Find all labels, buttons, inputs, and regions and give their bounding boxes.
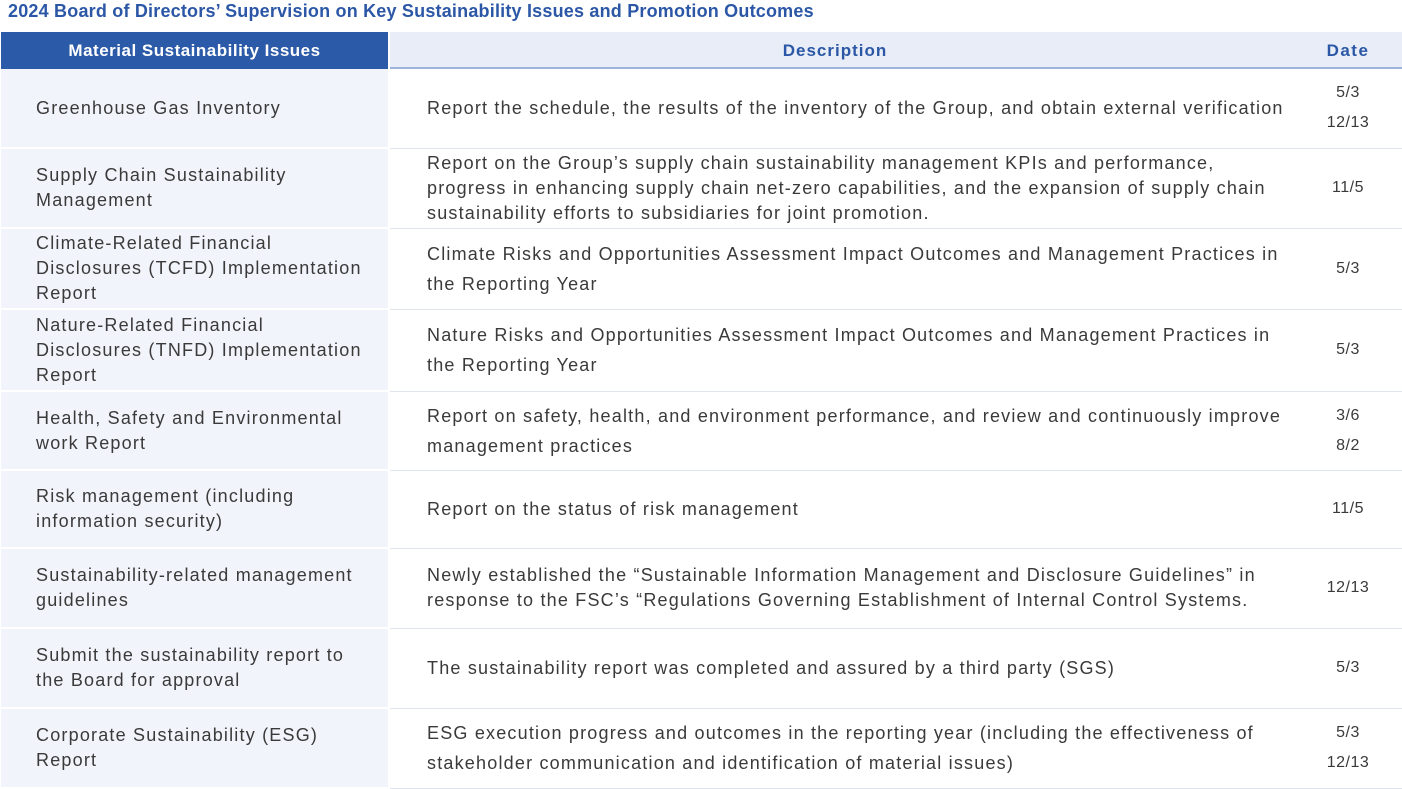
description-text: Newly established the “Sustainable Information Management and Disclosure Guidelines” in response to the FSC’s “Regulations Governing Establishment of Internal Control Systems. — [427, 565, 1256, 610]
issue-text: Climate-Related Financial Disclosures (TCFD) Implementation Report — [36, 233, 362, 303]
description-cell — [427, 471, 1297, 547]
date-value: 12/13 — [1326, 579, 1370, 596]
description-cell — [427, 310, 1297, 390]
issue-cell — [1, 709, 388, 787]
date-cell — [1298, 392, 1398, 469]
description-text: Climate Risks and Opportunities Assessment Impact Outcomes and Management Practices in the Reporting Year — [427, 243, 1279, 294]
date-cell — [1298, 69, 1398, 147]
description-cell — [427, 229, 1297, 308]
date-value: 5/3 — [1336, 84, 1360, 101]
page-title: 2024 Board of Directors’ Supervision on Key Sustainability Issues and Promotion Outcomes — [8, 1, 814, 21]
date-value: 12/13 — [1326, 114, 1370, 131]
date-cell — [1298, 471, 1398, 547]
issue-text: Risk management (including information security) — [36, 486, 295, 531]
date-cell — [1298, 229, 1398, 308]
table-row — [0, 229, 1402, 310]
table-row — [0, 69, 1402, 149]
description-cell — [427, 392, 1297, 469]
header-description: Description — [782, 41, 888, 60]
table-row — [0, 549, 1402, 629]
date-cell — [1298, 149, 1398, 227]
date-value: 11/5 — [1332, 500, 1364, 517]
date-value: 8/2 — [1336, 436, 1360, 454]
date-cell — [1298, 629, 1398, 707]
issue-cell — [1, 549, 388, 627]
description-text: Report on the Group’s supply chain sustainability management KPIs and performance, progress in enhancing supply chain net-zero capabilities, and the expansion of supply chain sustainability efforts to subsidiaries for joint promotion. — [427, 152, 1266, 223]
issue-cell — [1, 392, 388, 469]
description-text: Report on the status of risk management — [427, 499, 799, 519]
date-value: 11/5 — [1332, 179, 1364, 196]
header-right — [390, 32, 1402, 69]
description-cell — [427, 709, 1297, 787]
issue-text: Nature-Related Financial Disclosures (TNFD) Implementation Report — [36, 314, 362, 385]
table-row — [0, 709, 1402, 789]
description-text: Report on safety, health, and environment performance, and review and continuously improve management practices — [427, 405, 1282, 456]
description-text: Report the schedule, the results of the inventory of the Group, and obtain external verification — [427, 98, 1284, 118]
table-row — [0, 310, 1402, 392]
issue-cell — [1, 69, 388, 147]
table-row — [0, 471, 1402, 549]
table-row — [0, 629, 1402, 709]
issue-cell — [1, 310, 388, 390]
description-cell — [427, 629, 1297, 707]
description-cell — [427, 69, 1297, 147]
date-value: 12/13 — [1326, 754, 1370, 771]
table-header — [0, 32, 1402, 69]
table-row — [0, 392, 1402, 471]
header-date: Date — [1326, 41, 1370, 60]
date-cell — [1298, 709, 1398, 787]
description-cell — [427, 149, 1297, 227]
issue-cell — [1, 471, 388, 547]
date-cell — [1298, 549, 1398, 627]
issue-text: Sustainability-related management guidelines — [36, 565, 353, 610]
table-row — [0, 149, 1402, 229]
date-value: 5/3 — [1336, 341, 1360, 358]
description-text: Nature Risks and Opportunities Assessment Impact Outcomes and Management Practices in the Reporting Year — [427, 325, 1271, 375]
header-issue: Material Sustainability Issues — [1, 32, 388, 69]
description-text: The sustainability report was completed and assured by a third party (SGS) — [427, 658, 1116, 678]
issue-cell — [1, 229, 388, 308]
issue-text: Corporate Sustainability (ESG) Report — [36, 725, 319, 770]
description-cell — [427, 549, 1297, 627]
description-text: ESG execution progress and outcomes in the reporting year (including the effectiveness of stakeholder communication and identification of material issues) — [427, 723, 1254, 773]
issue-text: Submit the sustainability report to the Board for approval — [36, 645, 345, 690]
issue-text: Greenhouse Gas Inventory — [36, 97, 281, 118]
date-value: 5/3 — [1336, 259, 1360, 277]
date-value: 5/3 — [1336, 724, 1360, 741]
issue-text: Health, Safety and Environmental work Report — [36, 407, 343, 453]
issue-cell — [1, 629, 388, 707]
date-cell — [1298, 310, 1398, 390]
issue-cell — [1, 149, 388, 227]
date-value: 5/3 — [1336, 659, 1360, 676]
date-value: 3/6 — [1336, 406, 1360, 424]
issue-text: Supply Chain Sustainability Management — [36, 165, 287, 210]
